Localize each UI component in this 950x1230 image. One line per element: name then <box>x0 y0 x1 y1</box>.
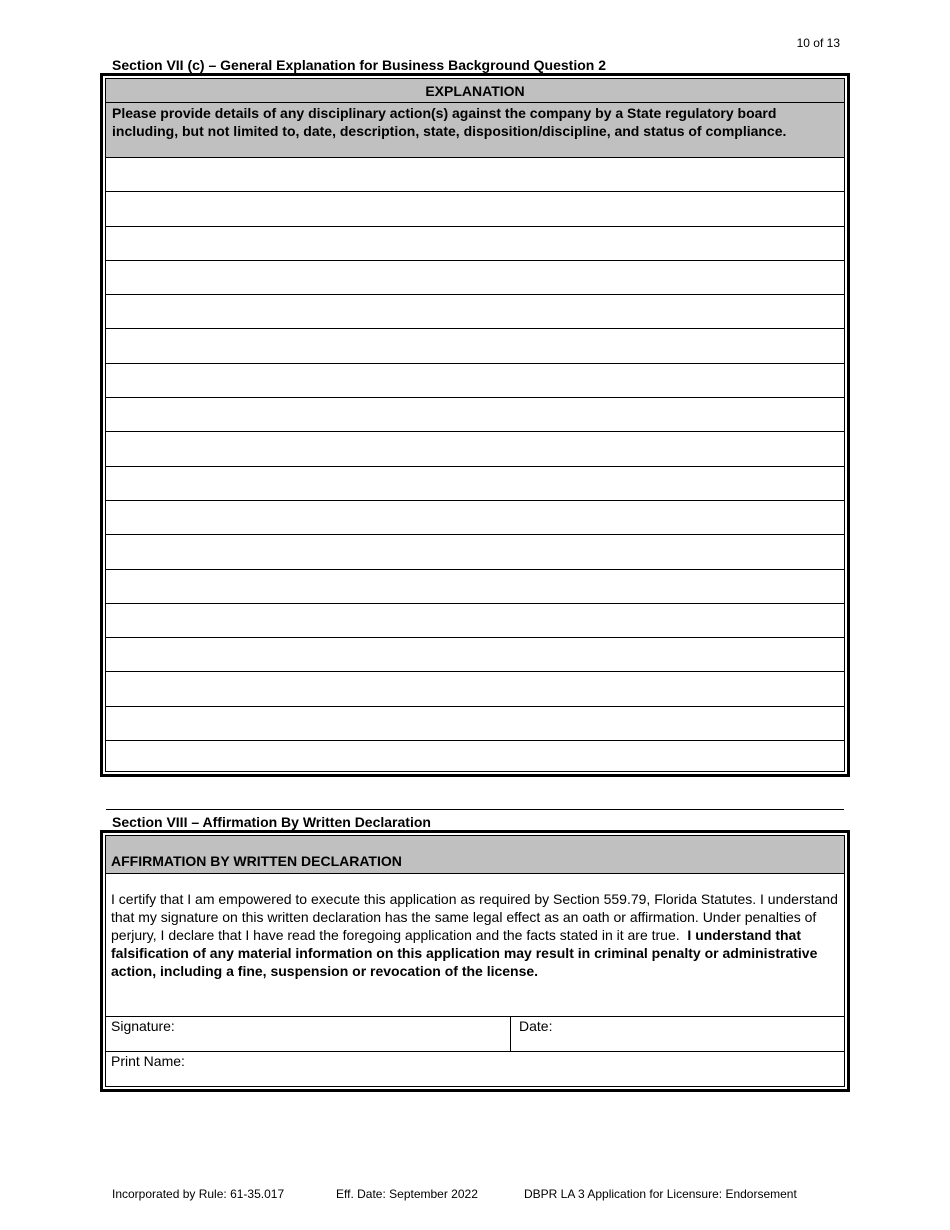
explanation-line[interactable] <box>106 570 844 604</box>
affirmation-statement <box>106 874 844 1017</box>
date-label: Date: <box>519 1018 553 1034</box>
signature-field[interactable] <box>106 1017 511 1051</box>
explanation-table <box>100 73 850 777</box>
print-name-field[interactable] <box>106 1052 844 1086</box>
page-number: 10 of 13 <box>796 36 840 50</box>
explanation-instruction: Please provide details of any disciplinary action(s) against the company by a State regulatory board including, but not limited to, date, description, state, disposition/discipline, and status of compliance. <box>106 103 844 158</box>
footer-form-name: DBPR LA 3 Application for Licensure: Endorsement <box>524 1187 797 1201</box>
section-viii-title: Section VIII – Affirmation By Written Declaration <box>112 814 431 830</box>
explanation-table-inner <box>105 78 845 772</box>
explanation-line[interactable] <box>106 295 844 329</box>
explanation-line[interactable] <box>106 604 844 638</box>
footer-eff-date: Eff. Date: September 2022 <box>336 1187 478 1201</box>
explanation-line[interactable] <box>106 638 844 672</box>
explanation-line[interactable] <box>106 535 844 569</box>
affirmation-table-inner <box>105 835 845 1087</box>
explanation-line[interactable] <box>106 501 844 535</box>
print-name-label: Print Name: <box>111 1053 185 1069</box>
section-vii-c-title: Section VII (c) – General Explanation for Business Background Question 2 <box>112 57 606 73</box>
signature-label: Signature: <box>111 1018 175 1034</box>
explanation-line[interactable] <box>106 707 844 741</box>
explanation-line[interactable] <box>106 432 844 466</box>
affirmation-header: AFFIRMATION BY WRITTEN DECLARATION <box>106 836 844 874</box>
affirmation-statement-warning: I understand that falsification of any material information on this application may result in criminal penalty or administrative action, including a fine, suspension or revocation of the license. <box>111 927 818 979</box>
affirmation-statement-text: I certify that I am empowered to execute this application as required by Section 559.79, Florida Statutes. I understand that my signature on this written declaration has the same legal effect as an oath or affirmation. Under penalties of perjury, I declare that I have read the foregoing application and the facts stated in it are true. <box>111 891 838 943</box>
signature-row <box>106 1017 844 1052</box>
explanation-line[interactable] <box>106 741 844 775</box>
explanation-line[interactable] <box>106 227 844 261</box>
explanation-line[interactable] <box>106 775 844 809</box>
explanation-line[interactable] <box>106 158 844 192</box>
explanation-line[interactable] <box>106 467 844 501</box>
explanation-lines <box>106 158 844 771</box>
explanation-line[interactable] <box>106 192 844 226</box>
explanation-line[interactable] <box>106 672 844 706</box>
date-field[interactable] <box>511 1017 844 1051</box>
explanation-line[interactable] <box>106 329 844 363</box>
explanation-header: EXPLANATION <box>106 79 844 103</box>
footer-rule: Incorporated by Rule: 61-35.017 <box>112 1187 285 1201</box>
affirmation-table <box>100 830 850 1092</box>
explanation-line[interactable] <box>106 398 844 432</box>
explanation-line[interactable] <box>106 364 844 398</box>
explanation-line[interactable] <box>106 261 844 295</box>
